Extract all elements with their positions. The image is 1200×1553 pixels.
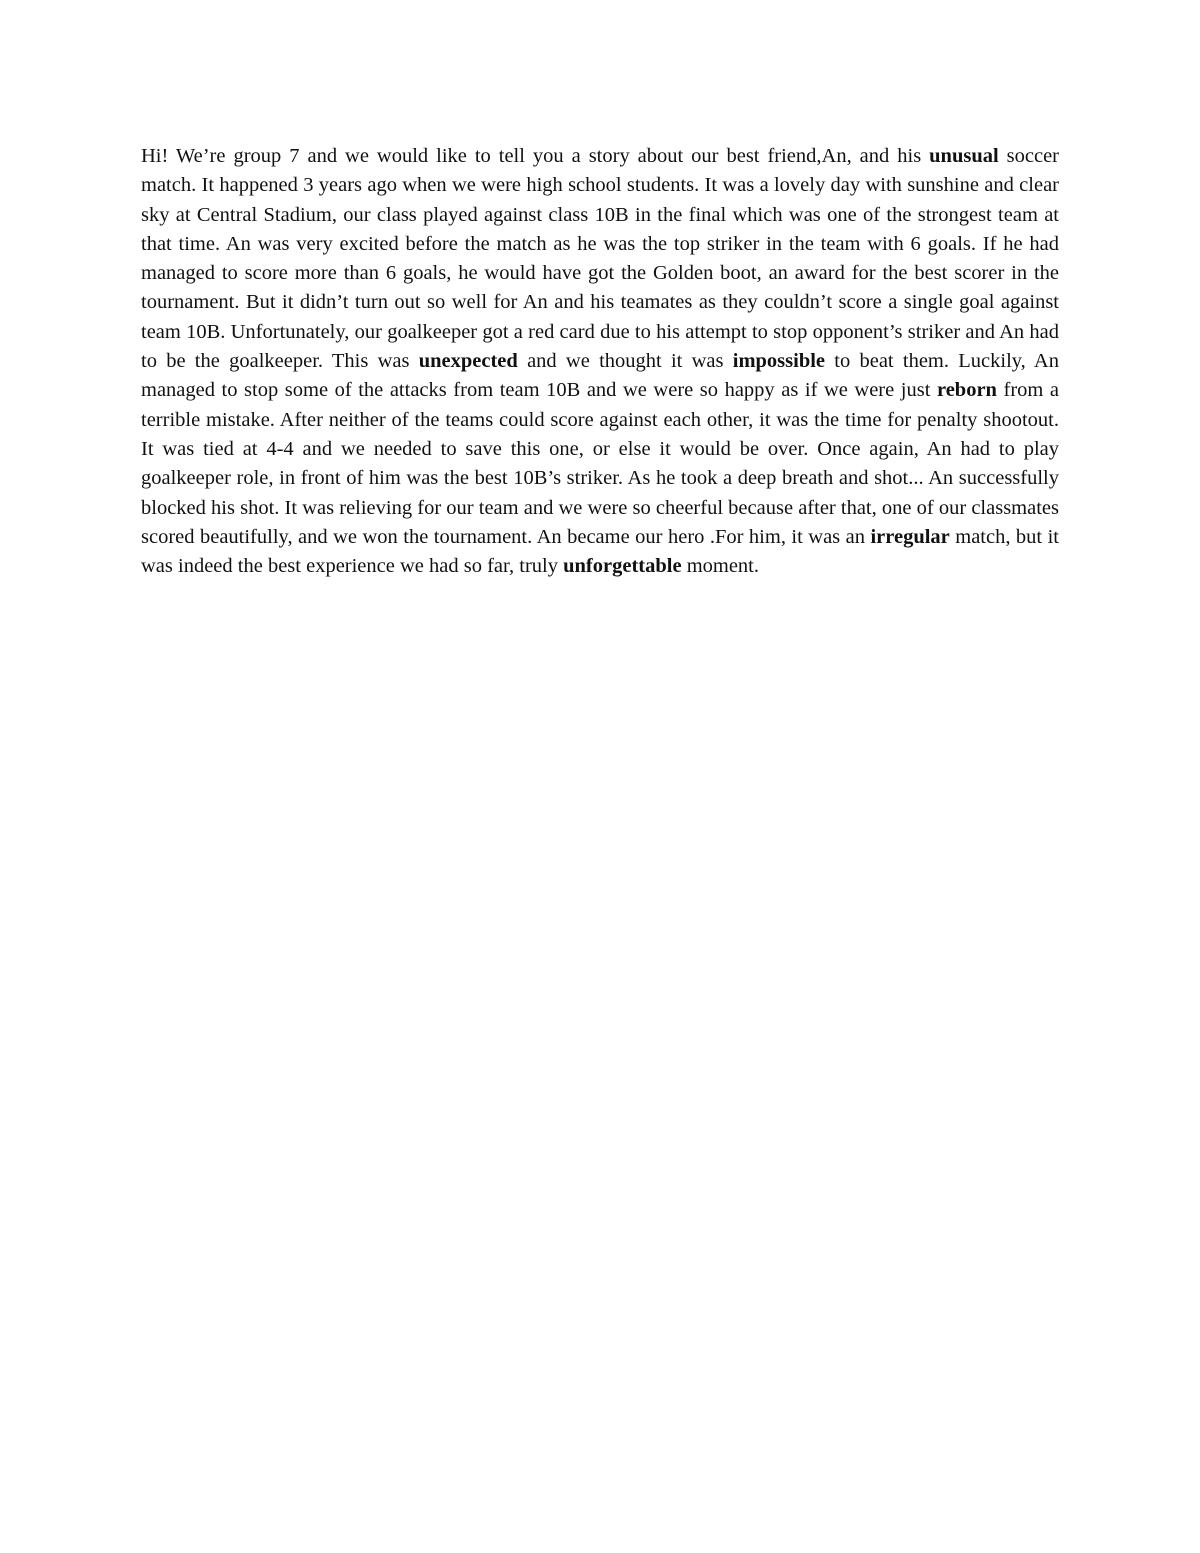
- bold-word-irregular: irregular: [870, 525, 950, 548]
- text-segment: to beat them. Luckily, An managed to stop some of the attacks from team 10B and we were so happy as if we were just: [141, 350, 1059, 402]
- text-segment: soccer match. It happened 3 years ago when we were high school students. It was a lovely day with sunshine and clear sky at Central Stadium, our class played against class 10B in the final which was one of the strongest team at that time. An was very excited before the match as he was the top striker in the team with 6 goals. If he had managed to score more than 6 goals, he would have got the Golden boot, an award for the best scorer in the tournament. But it didn’t turn out so well for An and his teamates as they couldn’t score a single goal against team 10B. Unfortunately, our goalkeeper got a red card due to his attempt to stop opponent’s striker and An had to be the goalkeeper. This was: [141, 145, 1059, 373]
- text-segment: match, but it was indeed the best experience we had so far, truly: [141, 525, 1059, 578]
- text-segment: and we thought it was: [517, 350, 733, 373]
- text-segment: Hi! We’re group 7 and we would like to tell you a story about our best friend,An, and his: [141, 145, 930, 167]
- text-segment: moment.: [681, 555, 759, 578]
- bold-word-reborn: reborn: [936, 379, 997, 402]
- story-paragraph: [141, 142, 1059, 581]
- bold-word-unusual: unusual: [929, 145, 999, 167]
- bold-word-unexpected: unexpected: [418, 350, 518, 373]
- bold-word-impossible: impossible: [732, 350, 826, 373]
- text-segment: from a terrible mistake. After neither of the teams could score against each other, it was the time for penalty shootout. It was tied at 4-4 and we needed to save this one, or else it would be over. Once again, An had to play goalkeeper role, in front of him was the best 10B’s striker. As he took a deep breath and shot... An successfully blocked his shot. It was relieving for our team and we were so cheerful because after that, one of our classmates scored beautifully, and we won the tournament. An became our hero .For him, it was an: [141, 379, 1060, 548]
- bold-word-unforgettable: unforgettable: [563, 555, 682, 578]
